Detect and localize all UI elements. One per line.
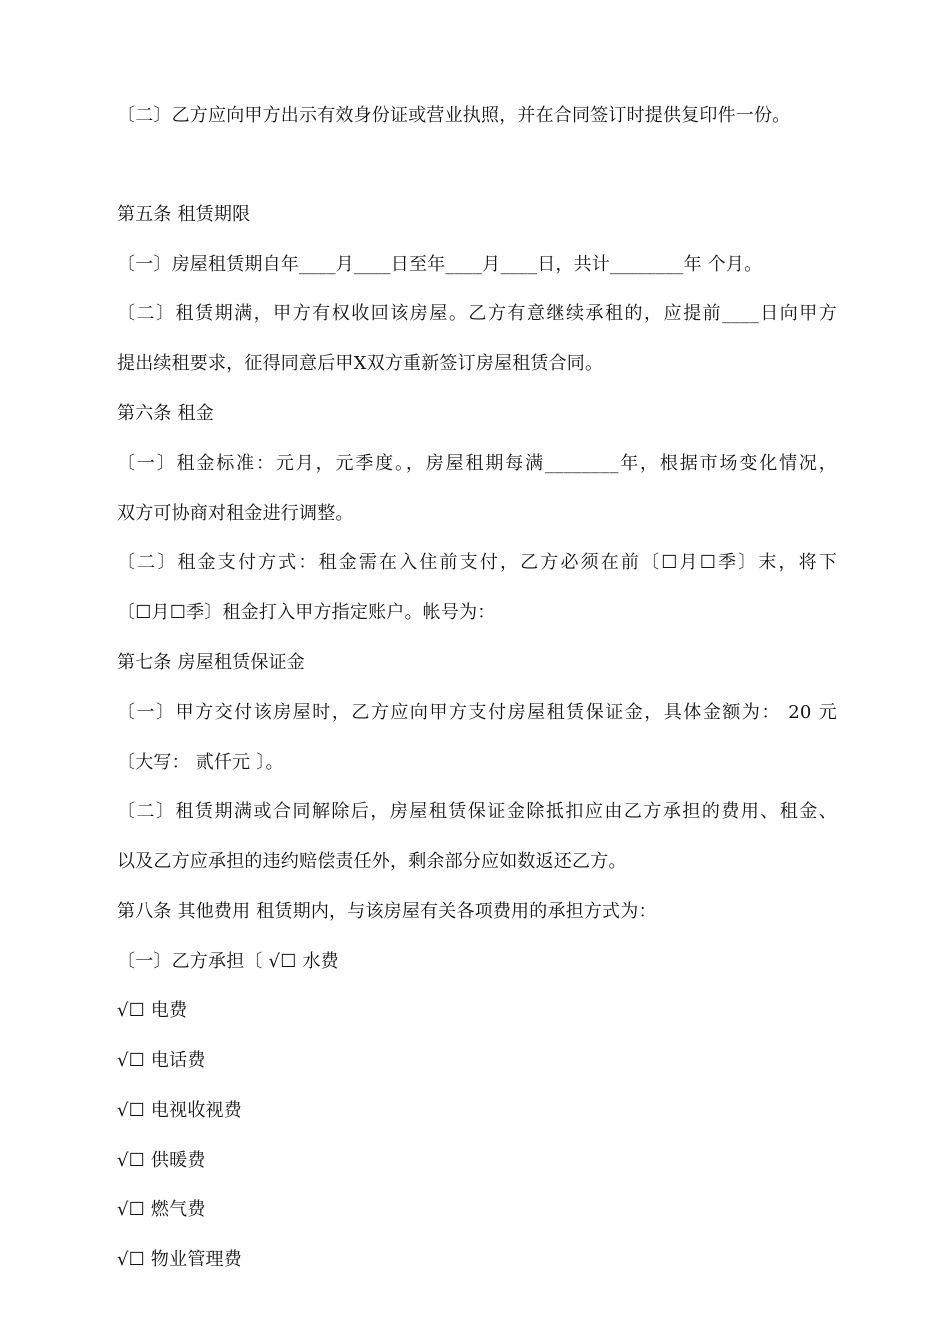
clause-7-item-2-line-1: 〔二〕租赁期满或合同解除后，房屋租赁保证金除抵扣应由乙方承担的费用、租金、 bbox=[117, 801, 837, 822]
clause-6-item-1-line-2: 双方可协商对租金进行调整。 bbox=[117, 503, 354, 524]
clause-4-item-2: 〔二〕乙方应向甲方出示有效身份证或营业执照，并在合同签订时提供复印件一份。 bbox=[117, 105, 791, 126]
clause-6-item-2-line-1: 〔二〕租金支付方式：租金需在入住前支付，乙方必须在前〔☐月☐季〕末，将下 bbox=[117, 552, 837, 573]
fee-item-heating: √☐ 供暖费 bbox=[117, 1150, 206, 1171]
article-5-heading: 第五条 租赁期限 bbox=[117, 204, 251, 225]
article-8-heading: 第八条 其他费用 租赁期内，与该房屋有关各项费用的承担方式为： bbox=[117, 901, 657, 922]
clause-6-item-2-line-2: 〔☐月☐季〕租金打入甲方指定账户。帐号为： bbox=[117, 602, 496, 623]
clause-5-item-2-line-2: 提出续租要求，征得同意后甲X双方重新签订房屋租赁合同。 bbox=[117, 353, 604, 374]
fee-item-property-management: √☐ 物业管理费 bbox=[117, 1249, 242, 1270]
clause-6-item-1-line-1: 〔一〕租金标准：元月，元季度。，房屋租期每满________年，根据市场变化情况， bbox=[117, 453, 837, 474]
article-7-heading: 第七条 房屋租赁保证金 bbox=[117, 652, 305, 673]
clause-7-item-1-line-2: 〔大写： 贰仟元 〕。 bbox=[117, 752, 284, 773]
article-6-heading: 第六条 租金 bbox=[117, 403, 214, 424]
fee-item-electricity: √☐ 电费 bbox=[117, 1000, 188, 1021]
clause-5-item-1: 〔一〕房屋租赁期自年____月____日至年____月____日，共计________年 个月。 bbox=[117, 254, 763, 275]
fee-item-gas: √☐ 燃气费 bbox=[117, 1199, 206, 1220]
clause-7-item-2-line-2: 以及乙方应承担的违约赔偿责任外，剩余部分应如数返还乙方。 bbox=[117, 851, 627, 872]
clause-5-item-2-line-1: 〔二〕租赁期满，甲方有权收回该房屋。乙方有意继续承租的，应提前____日向甲方 bbox=[117, 303, 837, 324]
clause-7-item-1-line-1: 〔一〕甲方交付该房屋时，乙方应向甲方支付房屋租赁保证金，具体金额为： 20 元 bbox=[117, 702, 837, 723]
fee-item-tv: √☐ 电视收视费 bbox=[117, 1100, 242, 1121]
clause-8-item-1-water: 〔一〕乙方承担〔 √☐ 水费 bbox=[117, 951, 339, 972]
fee-item-telephone: √☐ 电话费 bbox=[117, 1050, 206, 1071]
